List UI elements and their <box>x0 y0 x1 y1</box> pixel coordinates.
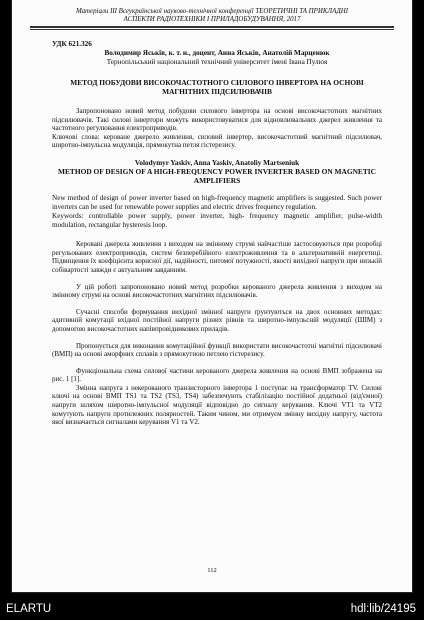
abstract-en: New method of design of power inverter based on high-frequency magnetic amplifiers is suggested. Such power inverters can be used for renewable power supplies and electric drives frequency regulation. <box>52 194 382 212</box>
body-paragraph: Сучасні способи формування вихідної змінної напруги ґрунтуються на двох основних методах: адитивній комутації вхідної постійної напруги різних рівнів та широтно-імпульсній модуляції (ШІМ) з допомогою високочастотних напівпровідникових приладів. <box>52 307 382 333</box>
body-paragraph: Функціональна схема силової частини керованого джерела живлення на основі ВМП зображена на рис. 1 [1]. <box>52 366 382 384</box>
udc-code: УДК 621.326 <box>52 40 92 48</box>
footer-handle: hdl:lib/24195 <box>350 603 416 615</box>
body-paragraph: У цій роботі запропоновано новий метод розробки керованого джерела живлення з виходом на змінному струмі на основі високочастотних магнітних підсилювачів. <box>52 282 382 300</box>
article-content <box>52 40 382 427</box>
affiliation: Тернопільський національний технічний університет імені Івана Пулюя <box>106 58 328 66</box>
abstract-uk: Запропоновано новий метод побудови силового інвертора на основі високочастотних магнітних підсилювачів. Такі силові інвертори можуть використовуватися для відновлювальних джерел живлення та частотного регулювання електроприводів. <box>52 107 382 133</box>
keywords-en: Keywords: controllable power supply, power inverter, high- frequency magnetic amplifier, pulse-width modulation, rectangular hysteresis loop. <box>52 212 382 230</box>
keywords-uk: Ключові слова: кероване джерело живлення, силовий інвертер, високочастотний магнітний підсилювач, широтно-імпульсна модуляція, прямокутна петля гістерезису. <box>52 132 382 150</box>
header-rule <box>30 29 394 30</box>
authors-en: Volodymyr Yaskiv, Anna Yaskiv, Anatoliy Martseniuk <box>134 158 300 167</box>
header-line-1: Матеріали ІІІ Всеукраїнської науково-технічної конференції ТЕОРЕТИЧНІ ТА ПРИКЛАДНІ <box>75 8 349 15</box>
title-en: METHOD OF DESIGN OF A HIGH-FREQUENCY POWER INVERTER BASED ON MAGNETIC AMPLIFIERS <box>58 166 376 185</box>
authors-uk: Володимир Яськів, к. т. н., доцент, Анна Яськів, Анатолій Марценюк <box>104 49 330 57</box>
paper-page <box>12 0 412 592</box>
footer-repository-name: ELARTU <box>6 603 52 615</box>
repository-footer <box>0 600 424 620</box>
conference-header <box>30 8 394 28</box>
abstract-uk-block <box>52 107 382 150</box>
body-paragraph: Керовані джерела живлення з виходом на змінному струмі найчастіше застосовуються при розробці регульованих електроприводів, систем безперебійного електроживлення та в альтернативній енергетиці. Підвищення їх коефіцієнта корисної дії, надійності, питомої потужності, якості вихідної напруги при низькій собівартості завжди є актуальним завданням. <box>52 240 382 274</box>
page-number: 112 <box>207 567 217 574</box>
abstract-en-block <box>52 194 382 230</box>
body-text <box>52 240 382 427</box>
body-paragraph: Пропонується для виконання комутаційної функції використати високочастотні магнітні підсилювачі (ВМП) на основі аморфних сплавів з прямокутною петлею гістерезису. <box>52 341 382 359</box>
header-line-2: АСПЕКТИ РАДІОТЕХНІКИ І ПРИЛАДОБУДУВАННЯ, 2017 <box>123 16 301 23</box>
title-uk: МЕТОД ПОБУДОВИ ВИСОКОЧАСТОТНОГО СИЛОВОГО ІНВЕРТОРА НА ОСНОВІ МАГНІТНИХ ПІДСИЛЮВАЧІВ <box>70 78 364 96</box>
body-paragraph: Змінна напруга з некерованого транзисторного інвертора 1 поступає на трансформатор TV. Силові ключі на основі ВМП TS1 та TS2 (TS3, TS4) забезпечують стабілізацію постійної додатньої (від'ємної) напруги шляхом широтно-імпульсної модуляції відповідно до сигналу керування. Ключі VT1 та VT2 комутують напруги протилежних полярностей. Таким чином, ми отримуєм змінну вихідну напругу, частота якої визначається сигналами керування V1 та V2. <box>52 383 382 427</box>
